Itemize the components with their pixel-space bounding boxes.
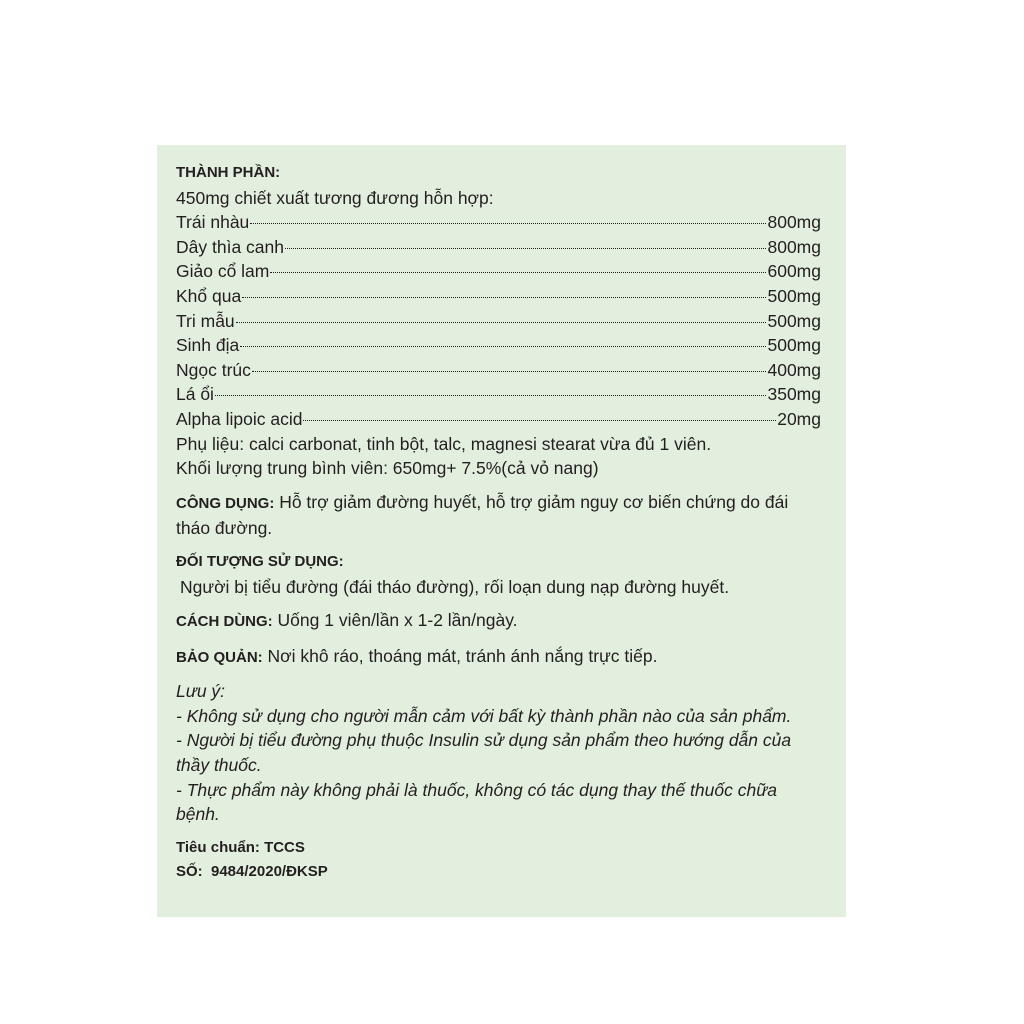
storage-section (176, 644, 821, 671)
ingredient-row (176, 333, 821, 358)
storage-heading: BẢO QUẢN: (176, 648, 263, 666)
ingredient-name: Khổ qua (176, 285, 242, 306)
ingredient-amount: 350mg (767, 384, 821, 405)
dot-leader (250, 223, 766, 224)
registration-line: SỐ: 9484/2020/ĐKSP (176, 863, 328, 881)
ingredient-amount: 500mg (767, 310, 821, 331)
avg-weight-line: Khối lượng trung bình viên: 650mg+ 7.5%(cả vỏ nang) (176, 458, 599, 479)
ingredient-amount: 500mg (767, 285, 821, 306)
dosage-text: Uống 1 viên/lần x 1-2 lần/ngày. (277, 610, 518, 631)
ingredient-name: Alpha lipoic acid (176, 408, 303, 429)
ingredient-amount: 500mg (767, 335, 821, 356)
ingredient-name: Sinh địa (176, 335, 240, 356)
ingredient-row (176, 358, 821, 383)
target-section (176, 550, 821, 599)
ingredient-row (176, 235, 821, 260)
dot-leader (242, 297, 766, 298)
product-info-content (176, 161, 821, 885)
notes-heading: Lưu ý: (176, 681, 226, 702)
ingredient-amount: 600mg (767, 261, 821, 282)
ingredient-row (176, 259, 821, 284)
ingredient-row (176, 284, 821, 309)
dot-leader (240, 346, 766, 347)
dot-leader (215, 395, 767, 396)
uses-text: Hỗ trợ giảm đường huyết, hỗ trợ giảm nguy cơ biến chứng do đái tháo đường. (176, 491, 789, 539)
ingredient-name: Trái nhàu (176, 212, 250, 233)
ingredient-name: Dây thìa canh (176, 236, 284, 257)
product-info-panel (157, 145, 846, 917)
notes-section (176, 679, 821, 827)
ingredient-row (176, 407, 821, 432)
dot-leader (236, 322, 767, 323)
ingredient-name: Lá ổi (176, 384, 214, 405)
note-item: - Không sử dụng cho người mẫn cảm với bất kỳ thành phần nào của sản phẩm. (176, 705, 792, 726)
ingredient-row (176, 382, 821, 407)
excipients-line: Phụ liệu: calci carbonat, tinh bột, talc, magnesi stearat vừa đủ 1 viên. (176, 433, 712, 454)
dot-leader (270, 272, 766, 273)
dosage-section (176, 608, 821, 635)
uses-section (176, 490, 821, 541)
ingredient-amount: 800mg (767, 212, 821, 233)
note-item: - Người bị tiểu đường phụ thuộc Insulin sử dụng sản phẩm theo hướng dẫn của thầy thuốc. (176, 730, 792, 776)
target-text: Người bị tiểu đường (đái tháo đường), rối loạn dung nạp đường huyết. (180, 576, 730, 597)
ingredient-amount: 400mg (767, 359, 821, 380)
ingredient-list (176, 210, 821, 431)
dot-leader (303, 420, 776, 421)
ingredient-row (176, 210, 821, 235)
ingredient-amount: 800mg (767, 236, 821, 257)
ingredient-name: Ngọc trúc (176, 359, 251, 380)
ingredients-heading: THÀNH PHẦN: (176, 164, 281, 181)
standard-line: Tiêu chuẩn: TCCS (176, 838, 305, 856)
ingredient-amount: 20mg (777, 408, 821, 429)
uses-heading: CÔNG DỤNG: (176, 494, 275, 512)
ingredient-name: Tri mẫu (176, 310, 235, 331)
dosage-heading: CÁCH DÙNG: (176, 613, 273, 631)
ingredient-row (176, 309, 821, 334)
dot-leader (285, 248, 767, 249)
target-heading: ĐỐI TƯỢNG SỬ DỤNG: (176, 552, 344, 570)
storage-text: Nơi khô ráo, thoáng mát, tránh ánh nắng trực tiếp. (267, 645, 658, 666)
ingredients-intro: 450mg chiết xuất tương đương hỗn hợp: (176, 187, 494, 208)
ingredient-name: Giảo cổ lam (176, 261, 270, 282)
dot-leader (252, 371, 767, 372)
note-item: - Thực phẩm này không phải là thuốc, không có tác dụng thay thế thuốc chữa bệnh. (176, 779, 778, 825)
